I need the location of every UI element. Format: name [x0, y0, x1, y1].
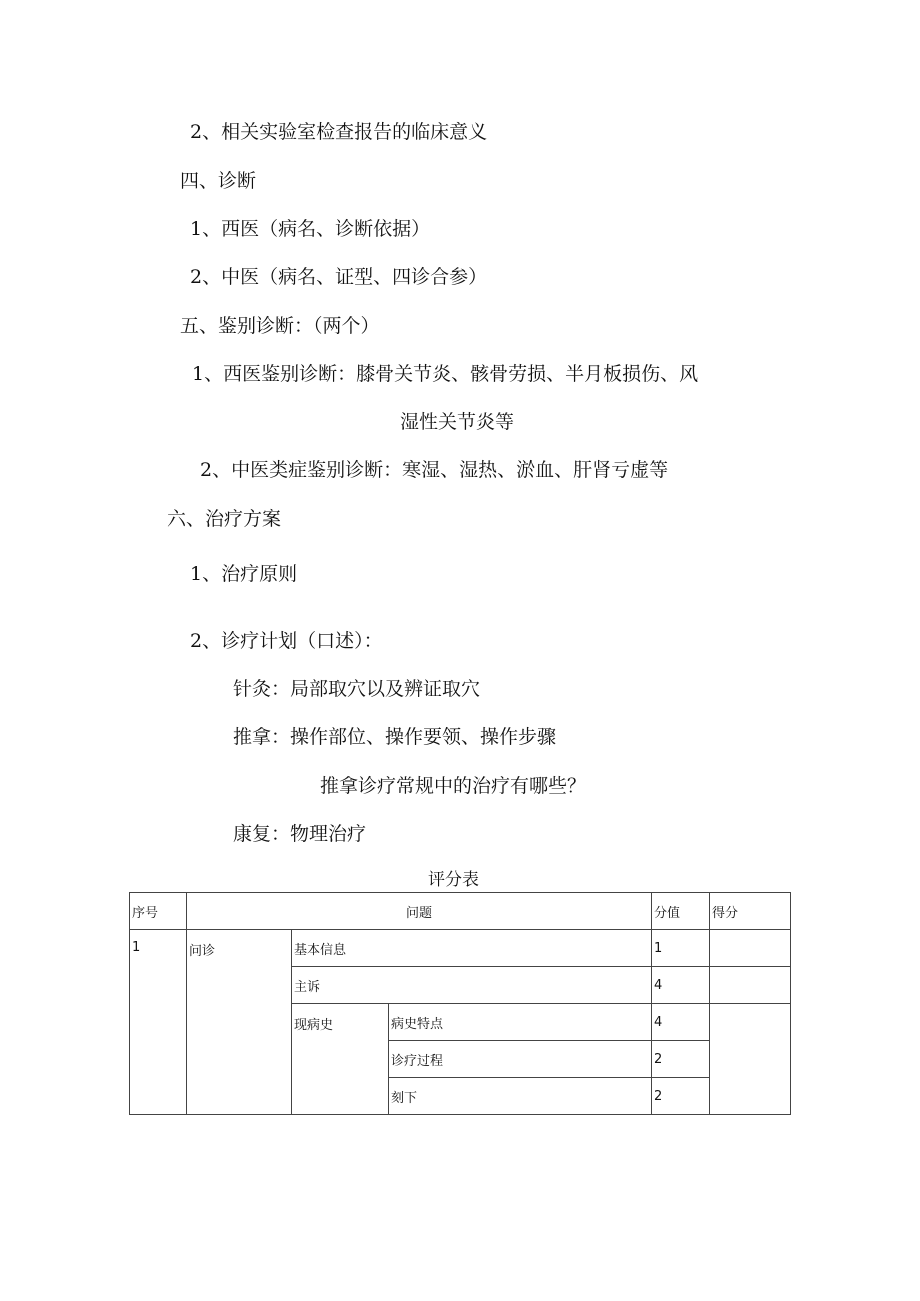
- score-cell: [710, 967, 791, 1004]
- points-cell: 2: [652, 1041, 710, 1078]
- item-cell: 现病史: [292, 1004, 389, 1115]
- section-line-continued: 湿性关节炎等: [400, 411, 515, 433]
- section-line: 2、中医类症鉴别诊断：寒湿、湿热、淤血、肝肾亏虚等: [200, 459, 669, 481]
- points-cell: 2: [652, 1078, 710, 1115]
- table-row: [130, 930, 791, 967]
- table-title: 评分表: [428, 870, 479, 890]
- item-cell: 主诉: [292, 967, 652, 1004]
- section-line: 2、相关实验室检查报告的临床意义: [190, 121, 488, 143]
- section-line: 1、西医鉴别诊断：膝骨关节炎、骸骨劳损、半月板损伤、风: [192, 363, 699, 385]
- subitem-cell: 诊疗过程: [389, 1041, 652, 1078]
- points-cell: 4: [652, 1004, 710, 1041]
- question-line: 推拿诊疗常规中的治疗有哪些？: [320, 775, 587, 797]
- section-heading: 六、治疗方案: [167, 508, 282, 530]
- section-heading: 四、诊断: [180, 170, 257, 192]
- row-number-cell: 1: [130, 930, 187, 1115]
- points-cell: 1: [652, 930, 710, 967]
- section-line: 针灸：局部取穴以及辨证取穴: [233, 678, 481, 700]
- subitem-cell: 病史特点: [389, 1004, 652, 1041]
- subitem-cell: 刻下: [389, 1078, 652, 1115]
- section-line: 康复：物理治疗: [233, 823, 367, 845]
- section-line: 2、诊疗计划（口述）：: [190, 630, 383, 652]
- table-header-row: [130, 893, 791, 930]
- section-heading: 五、鉴别诊断：（两个）: [180, 315, 380, 337]
- section-line: 1、治疗原则: [190, 563, 298, 585]
- header-cell: 分值: [652, 893, 710, 930]
- score-table: [129, 892, 791, 1115]
- score-cell: [710, 930, 791, 967]
- header-cell: 序号: [130, 893, 187, 930]
- header-cell: 问题: [187, 893, 652, 930]
- header-cell: 得分: [710, 893, 791, 930]
- category-cell: 问诊: [187, 930, 292, 1115]
- section-line: 2、中医（病名、证型、四诊合参）: [190, 266, 488, 288]
- section-line: 1、西医（病名、诊断依据）: [190, 218, 431, 240]
- section-line: 推拿：操作部位、操作要领、操作步骤: [233, 726, 557, 748]
- points-cell: 4: [652, 967, 710, 1004]
- item-cell: 基本信息: [292, 930, 652, 967]
- score-cell: [710, 1004, 791, 1115]
